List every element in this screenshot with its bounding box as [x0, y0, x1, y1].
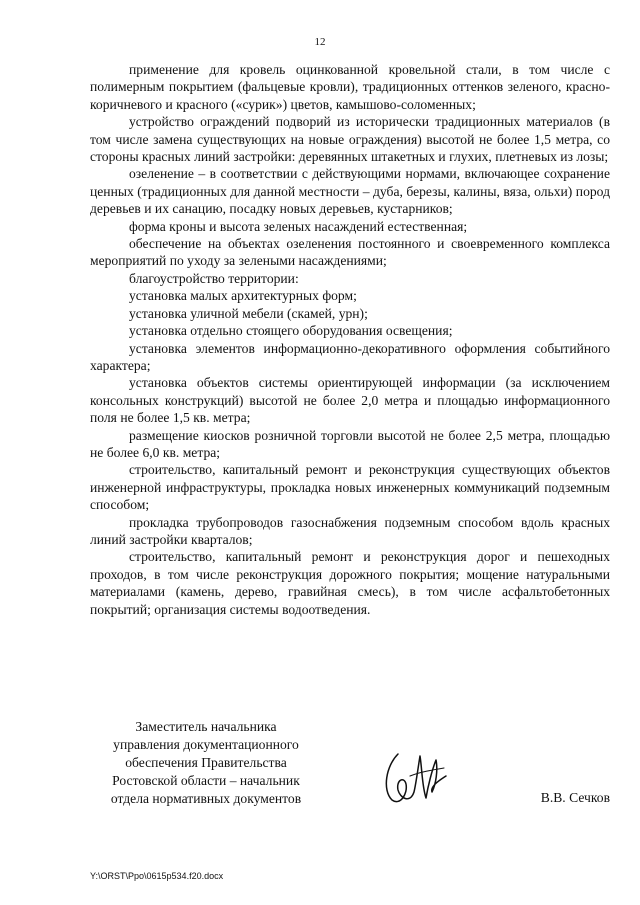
paragraph: установка малых архитектурных форм;	[129, 288, 357, 304]
signatory-title-line: Ростовской области – начальник	[112, 773, 300, 788]
signatory-title-line: отдела нормативных документов	[110, 791, 302, 806]
paragraph: установка уличной мебели (скамей, урн);	[129, 305, 368, 321]
paragraph: установка элементов информационно-декоративного оформления событийного характера;	[90, 340, 610, 373]
paragraph: благоустройство территории:	[129, 270, 299, 286]
signatory-title	[90, 718, 322, 808]
handwritten-signature	[380, 746, 450, 810]
paragraph: обеспечение на объектах озеленения постоянного и своевременного комплекса мероприятий по уходу за зелеными насаждениями;	[90, 236, 610, 269]
signatory-name: В.В. Сечков	[540, 790, 610, 805]
paragraph: прокладка трубопроводов газоснабжения подземным способом вдоль красных линий застройки кварталов;	[90, 514, 610, 547]
paragraph: размещение киосков розничной торговли высотой не более 2,5 метра, площадью не более 6,0 кв. метра;	[90, 427, 610, 460]
paragraph: строительство, капитальный ремонт и реконструкция существующих объектов инженерной инфраструктуры, прокладка новых инженерных коммуникаций подземным способом;	[90, 462, 610, 513]
file-path: Y:\ORST\Ppo\0615p534.f20.docx	[90, 871, 224, 881]
signatory-title-line: обеспечения Правительства	[125, 755, 287, 770]
paragraph: устройство ограждений подворий из исторически традиционных материалов (в том числе замена существующих на новые ограждения) высотой не более 1,5 метра, со стороны красных линий застройки: деревянных штакетных и глухих, плетневых из лозы;	[90, 114, 610, 165]
paragraph: применение для кровель оцинкованной кровельной стали, в том числе с полимерным покрытием (фальцевые кровли), традиционных оттенков зеленого, красно-коричневого и красного («сурик») цветов, камышово-соломенных;	[90, 62, 610, 112]
paragraph: озеленение – в соответствии с действующими нормами, включающее сохранение ценных (традиционных для данной местности – дуба, березы, калины, вяза, ольхи) пород деревьев и их санацию, посадку новых деревьев, кустарников;	[90, 166, 610, 217]
paragraph: строительство, капитальный ремонт и реконструкция дорог и пешеходных проходов, в том числе реконструкция дорожного покрытия; мощение натуральными материалами (камень, дерево, гравийная смесь), в том числе асфальтобетонных покрытий; организация системы водоотведения.	[90, 549, 610, 617]
signatory-title-line: управления документационного	[113, 737, 299, 752]
page-number: 12	[314, 36, 326, 48]
paragraph: установка отдельно стоящего оборудования освещения;	[129, 323, 453, 339]
signatory-title-line: Заместитель начальника	[135, 719, 277, 734]
signature-block	[90, 718, 610, 818]
paragraph: установка объектов системы ориентирующей информации (за исключением консольных конструкций) высотой не более 2,0 метра и площадью информационного поля не более 1,5 кв. метра;	[90, 375, 610, 426]
paragraph: форма кроны и высота зеленых насаждений естественная;	[129, 218, 468, 234]
document-body	[90, 61, 610, 618]
